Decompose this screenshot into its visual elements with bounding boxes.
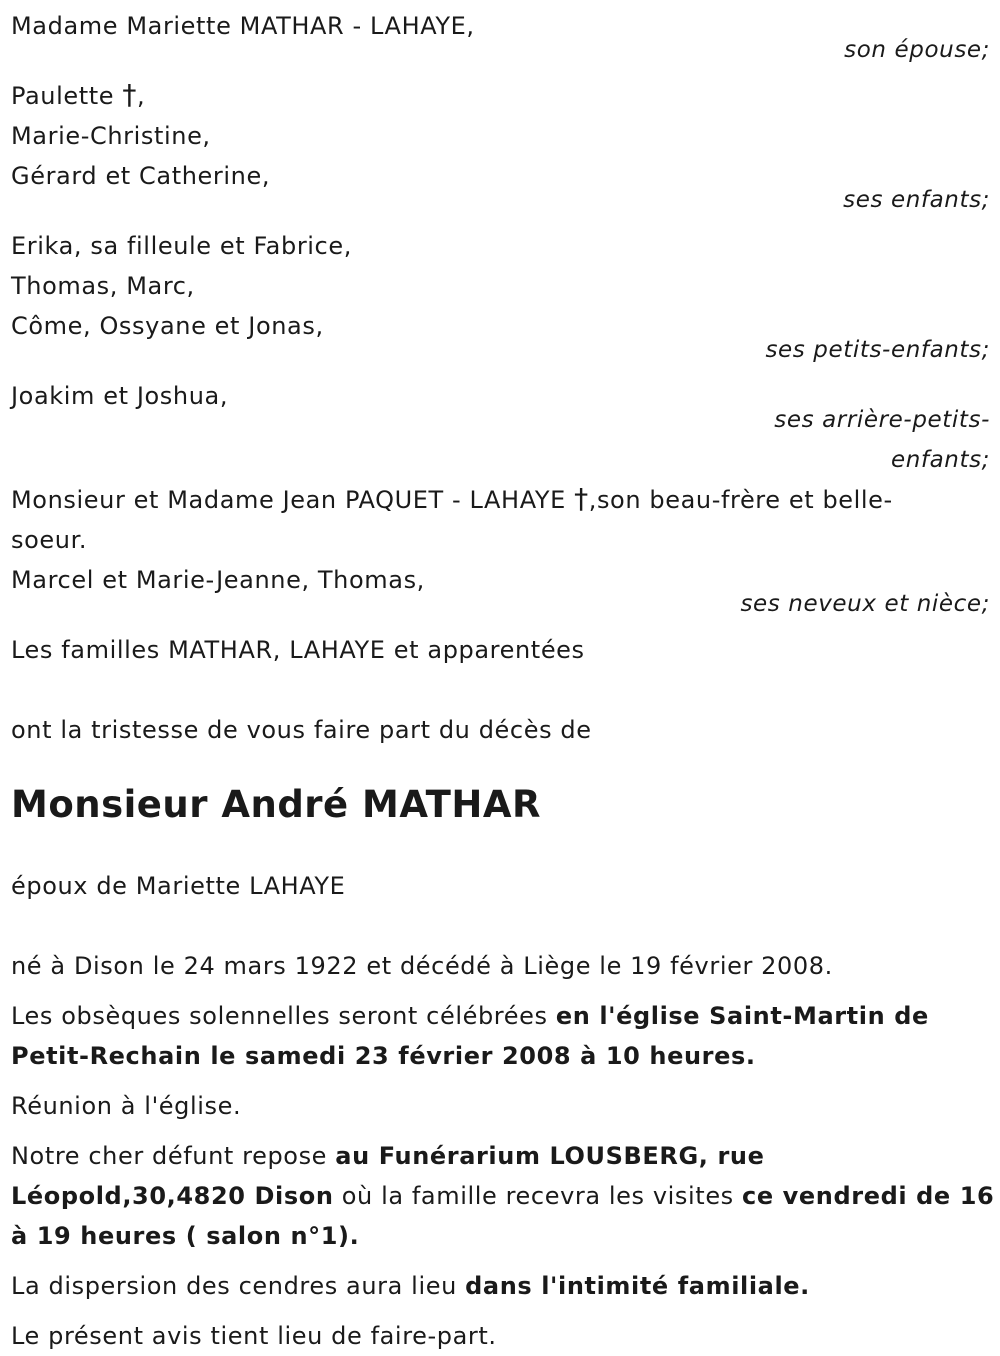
rest-line-3: à 19 heures ( salon n°1). xyxy=(11,1222,360,1250)
grandchild-line-1: Erika, sa filleule et Fabrice, xyxy=(11,232,352,260)
spouse-relation: son épouse; xyxy=(844,37,990,63)
rest-line-2: Léopold,30,4820 Dison où la famille recevra les visites ce vendredi de 16 xyxy=(11,1182,995,1210)
deceased-dates: né à Dison le 24 mars 1922 et décédé à Liège le 19 février 2008. xyxy=(11,952,833,980)
closing: Le présent avis tient lieu de faire-part. xyxy=(11,1322,497,1350)
families: Les familles MATHAR, LAHAYE et apparentées xyxy=(11,636,585,664)
great-grandchildren-relation-2: enfants; xyxy=(890,447,990,473)
children-relation: ses enfants; xyxy=(843,187,990,213)
grandchildren-relation: ses petits-enfants; xyxy=(765,337,990,363)
great-grandchildren: Joakim et Joshua, xyxy=(11,382,229,410)
spouse-name: Madame Mariette MATHAR - LAHAYE, xyxy=(11,12,475,40)
cross-icon: † xyxy=(122,78,137,111)
grandchild-line-3: Côme, Ossyane et Jonas, xyxy=(11,312,324,340)
great-grandchildren-relation-1: ses arrière-petits- xyxy=(774,407,990,433)
in-laws-line-1: Monsieur et Madame Jean PAQUET - LAHAYE †,son beau-frère et belle- xyxy=(11,482,893,515)
nephews-relation: ses neveux et nièce; xyxy=(740,591,990,617)
child-gerard-catherine: Gérard et Catherine, xyxy=(11,162,271,190)
nephews: Marcel et Marie-Jeanne, Thomas, xyxy=(11,566,425,594)
rest-line-1: Notre cher défunt repose au Funérarium LOUSBERG, rue xyxy=(11,1142,765,1170)
child-paulette: Paulette †, xyxy=(11,78,146,111)
meeting: Réunion à l'église. xyxy=(11,1092,242,1120)
in-laws-line-2: soeur. xyxy=(11,526,88,554)
deceased-spouse: époux de Mariette LAHAYE xyxy=(11,872,346,900)
cross-icon: † xyxy=(574,482,589,515)
obituary-notice xyxy=(11,0,995,1356)
child-marie-christine: Marie-Christine, xyxy=(11,122,211,150)
grandchild-line-2: Thomas, Marc, xyxy=(11,272,195,300)
funeral-line-1: Les obsèques solennelles seront célébrées en l'église Saint-Martin de xyxy=(11,1002,929,1030)
ashes: La dispersion des cendres aura lieu dans l'intimité familiale. xyxy=(11,1272,810,1300)
funeral-line-2: Petit-Rechain le samedi 23 février 2008 à 10 heures. xyxy=(11,1042,756,1070)
announcement: ont la tristesse de vous faire part du décès de xyxy=(11,716,592,744)
deceased-name: Monsieur André MATHAR xyxy=(11,783,541,826)
